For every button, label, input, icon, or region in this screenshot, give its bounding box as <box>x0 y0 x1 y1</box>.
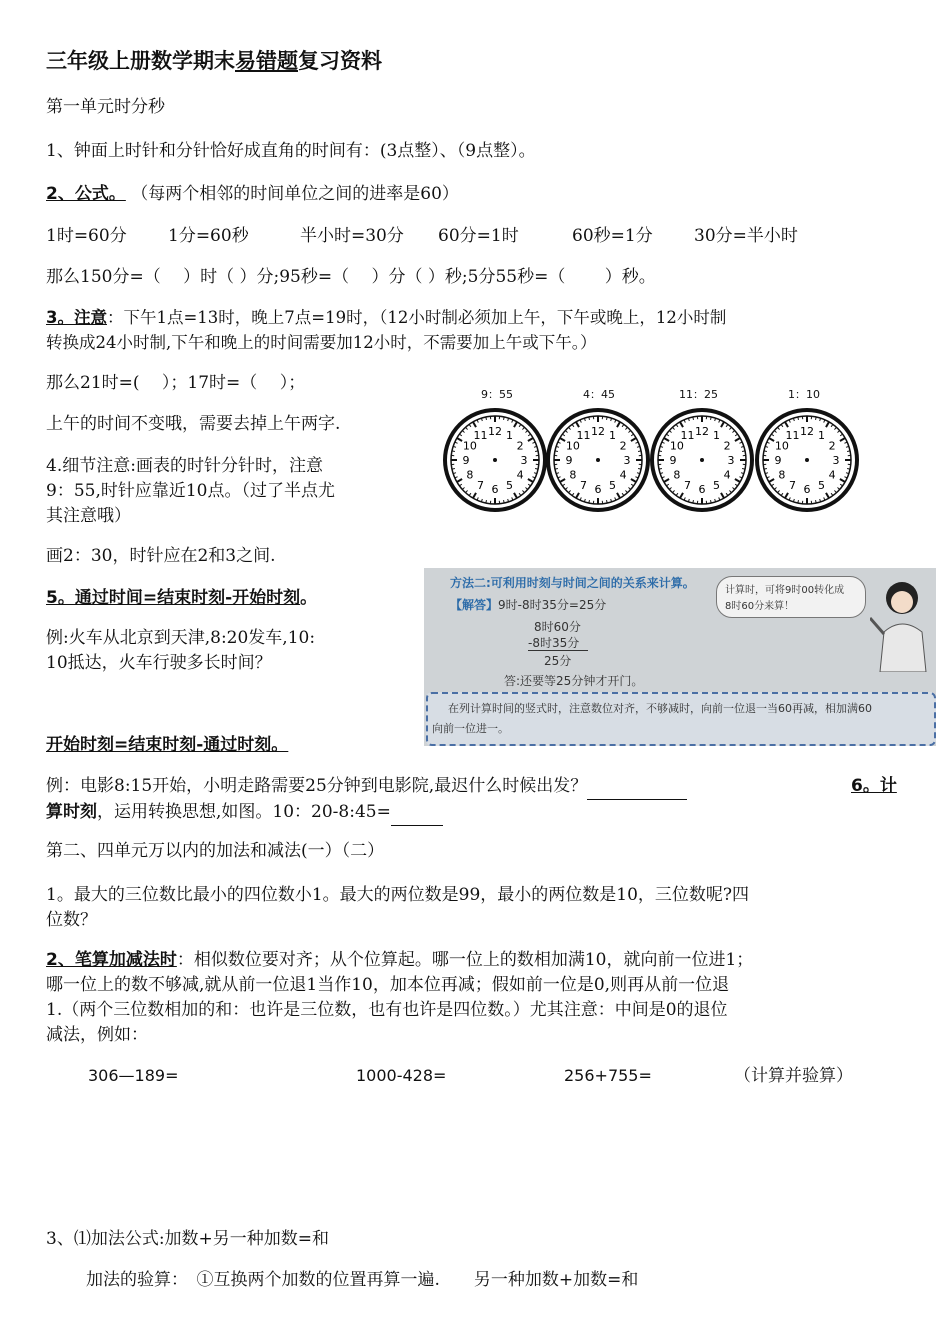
clock-numeral: 11 <box>680 428 695 442</box>
clock-numeral: 9 <box>774 454 782 467</box>
note3-line2: 转换成24小时制,下午和晚上的时间需要加12小时，不需要加上午或下午。） <box>46 333 597 352</box>
clock-numeral: 5 <box>713 479 720 493</box>
clock-face-1 <box>445 410 545 510</box>
clock-numeral: 9 <box>565 454 573 467</box>
clock-face-3 <box>652 410 752 510</box>
example1-line1: 例:火车从北京到天津,8:20发车,10: <box>46 628 316 648</box>
q2-line2: 哪一位上的数不够减,就从前一位退1当作10，加本位再减；假如前一位是0,则再从前一位退 <box>46 975 730 995</box>
clock-numeral: 6 <box>803 483 811 496</box>
clock-numeral: 12 <box>488 425 502 438</box>
unit24-heading: 第二、四单元万以内的加法和减法(一）（二） <box>46 841 385 861</box>
clock-numeral: 7 <box>580 479 587 493</box>
clock-numeral: 6 <box>698 483 706 496</box>
calc-3: 256+755= <box>564 1066 652 1085</box>
section6-heading: 6。计 <box>851 776 897 796</box>
clock-faces <box>440 402 870 520</box>
clock-numeral: 10 <box>669 439 684 453</box>
clock-numeral: 5 <box>506 479 513 493</box>
formula-2: 1分=60秒 <box>168 226 249 246</box>
detail-line2: 9：55,时针应靠近10点。（过了半点尤 <box>46 481 335 501</box>
clock-numeral: 8 <box>673 468 681 482</box>
photo-method: 方法二:可利用时刻与时间之间的关系来计算。 <box>450 576 695 590</box>
textbook-photo <box>424 568 936 746</box>
clock-numeral: 11 <box>473 428 488 442</box>
formula-1: 1时=60分 <box>46 226 127 246</box>
clock-numeral: 6 <box>491 483 499 496</box>
clock-label-1: 9：55 <box>481 388 513 401</box>
clock-numeral: 10 <box>462 439 477 453</box>
clock-numeral: 2 <box>723 439 731 453</box>
teacher-illustration <box>870 572 930 672</box>
draw-230-note: 画2：30，时针应在2和3之间. <box>46 546 276 566</box>
note3-line1: 3。注意：下午1点=13时，晚上7点=19时，（12小时制必须加上午，下午或晚上，12小时制 <box>46 308 727 327</box>
clock-numeral: 4 <box>516 468 524 482</box>
clock-numeral: 5 <box>609 479 616 493</box>
clock-numeral: 3 <box>623 454 631 467</box>
clock-numeral: 6 <box>594 483 602 496</box>
clock-numeral: 3 <box>727 454 735 467</box>
photo-vertical-2: -8时35分 <box>528 636 580 650</box>
clock-numeral: 10 <box>565 439 580 453</box>
q3-addition-formula: 3、⑴加法公式:加数+另一种加数=和 <box>46 1229 330 1249</box>
formula-3: 半小时=30分 <box>300 226 404 246</box>
formula-6: 30分=半小时 <box>694 226 798 246</box>
photo-vertical-3: 25分 <box>544 654 572 668</box>
para-convert: 那么150分=（ ）时（ ）分;95秒=（ ）分（ ）秒;5分55秒=（ ）秒。 <box>46 267 656 287</box>
para-formula: 2、公式。 （每两个相邻的时间单位之间的进率是60） <box>46 184 459 204</box>
clock-numeral: 4 <box>723 468 731 482</box>
clock-numeral: 3 <box>832 454 840 467</box>
clock-numeral: 11 <box>785 428 800 442</box>
photo-speech-bubble <box>716 576 866 618</box>
clock-numeral: 1 <box>609 428 616 442</box>
example1-line2: 10抵达，火车行驶多长时间？ <box>46 653 272 673</box>
calc-1: 306—189= <box>88 1066 179 1085</box>
clock-numeral: 4 <box>828 468 836 482</box>
formula-5: 60秒=1分 <box>572 226 653 246</box>
page-title: 三年级上册数学期末易错题复习资料 <box>46 49 382 73</box>
start-time-formula: 开始时刻=结束时刻-通过时刻。 <box>46 735 289 755</box>
photo-bubble-line1: 计算时，可将9时00转化成 <box>725 585 845 596</box>
photo-vertical-rule <box>528 650 588 651</box>
q2-line1: 2、笔算加减法时：相似数位要对齐；从个位算起。哪一位上的数相加满10，就向前一位进1； <box>46 950 754 970</box>
photo-tip-line1: 在列计算时间的竖式时，注意数位对齐，不够减时，向前一位退一当60再减，相加满60 <box>448 702 872 715</box>
clock-face-2 <box>548 410 648 510</box>
question-21: 那么21时=( ）；17时=（ ）； <box>46 373 306 393</box>
clock-numeral: 12 <box>800 425 814 438</box>
q1-line1: 1。最大的三位数比最小的四位数小1。最大的两位数是99，最小的两位数是10，三位数呢?四 <box>46 885 750 905</box>
clock-numeral: 5 <box>818 479 825 493</box>
clock-numeral: 7 <box>789 479 796 493</box>
clock-numeral: 12 <box>591 425 605 438</box>
photo-vertical-1: 8时60分 <box>534 620 581 634</box>
para-right-angle: 1、钟面上时针和分针恰好成直角的时间有：(3点整）、（9点整）。 <box>46 141 536 161</box>
example2-line1: 例：电影8:15开始，小明走路需要25分钟到电影院,最迟什么时候出发？ <box>46 773 687 800</box>
clock-numeral: 2 <box>619 439 627 453</box>
q3-addition-check: 加法的验算： ①互换两个加数的位置再算一遍. 另一种加数+加数=和 <box>86 1270 639 1290</box>
photo-answer: 【解答】9时-8时35分=25分 <box>450 598 607 612</box>
clock-label-3: 11：25 <box>679 388 718 401</box>
section6-line2: 算时刻，运用转换思想,如图。10：20-8:45= <box>46 799 443 826</box>
clock-label-4: 1：10 <box>788 388 820 401</box>
morning-note: 上午的时间不变哦，需要去掉上午两字. <box>46 414 341 434</box>
clock-label-2: 4：45 <box>583 388 615 401</box>
section5-heading: 5。通过时间=结束时刻-开始时刻。 <box>46 588 318 608</box>
photo-tip-box <box>426 692 936 746</box>
detail-line3: 其注意哦） <box>46 506 131 526</box>
clock-numeral: 8 <box>778 468 786 482</box>
unit1-heading: 第一单元时分秒 <box>46 97 165 117</box>
clock-numeral: 7 <box>684 479 691 493</box>
detail-line1: 4.细节注意:画表的时针分针时，注意 <box>46 456 323 476</box>
clock-numeral: 2 <box>828 439 836 453</box>
clock-face-4 <box>757 410 857 510</box>
photo-final: 答:还要等25分钟才开门。 <box>504 674 644 688</box>
q2-line3: 1.（两个三位数相加的和：也许是三位数，也有也许是四位数。）尤其注意：中间是0的退位 <box>46 1000 728 1020</box>
clock-numeral: 11 <box>576 428 591 442</box>
clock-numeral: 8 <box>466 468 474 482</box>
calc-2: 1000-428= <box>356 1066 447 1085</box>
clock-numeral: 3 <box>520 454 528 467</box>
clock-numeral: 9 <box>462 454 470 467</box>
clock-numeral: 1 <box>818 428 825 442</box>
clock-numeral: 8 <box>569 468 577 482</box>
clock-numeral: 1 <box>713 428 720 442</box>
clock-numeral: 2 <box>516 439 524 453</box>
photo-bubble-line2: 8时60分来算！ <box>725 601 795 612</box>
clock-numeral: 12 <box>695 425 709 438</box>
photo-tip-line2: 向前一位进一。 <box>432 722 509 735</box>
clock-numeral: 1 <box>506 428 513 442</box>
clock-numeral: 10 <box>774 439 789 453</box>
q1-line2: 位数？ <box>46 910 97 930</box>
calc-instruction: （计算并验算） <box>734 1066 853 1086</box>
clock-numeral: 9 <box>669 454 677 467</box>
clock-numeral: 4 <box>619 468 627 482</box>
clock-numeral: 7 <box>477 479 484 493</box>
formula-4: 60分=1时 <box>438 226 519 246</box>
q2-line4: 减法，例如： <box>46 1025 148 1045</box>
